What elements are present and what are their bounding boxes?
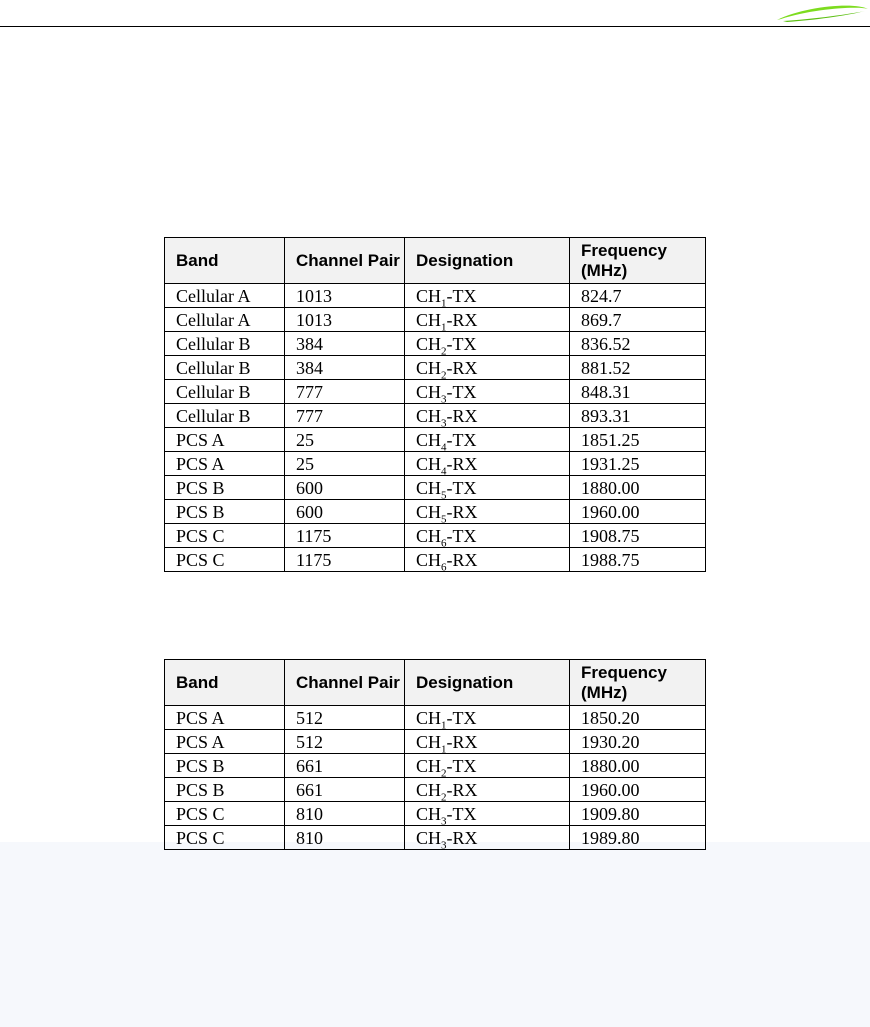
designation-prefix: CH <box>416 477 442 498</box>
designation-channel-number: 5 <box>441 513 447 526</box>
designation-channel-number: 1 <box>441 719 447 732</box>
table-row <box>165 428 706 452</box>
designation-suffix: -TX <box>446 429 477 450</box>
cell-channel-pair: 661 <box>285 778 405 802</box>
designation-channel-number: 1 <box>441 743 447 756</box>
cell-channel-pair: 1175 <box>285 524 405 548</box>
designation-channel-number: 3 <box>441 839 447 852</box>
cell-channel-pair: 600 <box>285 476 405 500</box>
table-row <box>165 548 706 572</box>
cell-frequency: 869.7 <box>570 308 706 332</box>
cell-frequency: 1988.75 <box>570 548 706 572</box>
designation-prefix: CH <box>416 381 442 402</box>
cell-band: Cellular B <box>165 404 285 428</box>
designation-channel-number: 1 <box>441 297 447 310</box>
page-bottom-area <box>0 842 870 1027</box>
header-band: Band <box>165 660 285 706</box>
cell-frequency: 1908.75 <box>570 524 706 548</box>
cell-channel-pair: 777 <box>285 380 405 404</box>
cell-designation <box>405 332 570 356</box>
designation-prefix: CH <box>416 803 442 824</box>
cell-designation <box>405 826 570 850</box>
cell-band: PCS C <box>165 802 285 826</box>
designation-channel-number: 6 <box>441 561 447 574</box>
cell-frequency: 1850.20 <box>570 706 706 730</box>
header-band: Band <box>165 238 285 284</box>
cell-channel-pair: 25 <box>285 452 405 476</box>
cell-channel-pair: 384 <box>285 332 405 356</box>
cell-band: PCS B <box>165 476 285 500</box>
cell-designation <box>405 706 570 730</box>
cell-band: PCS B <box>165 754 285 778</box>
header-channel-pair: Channel Pair <box>285 238 405 284</box>
header-rule <box>0 26 870 27</box>
cell-band: PCS A <box>165 730 285 754</box>
designation-prefix: CH <box>416 779 442 800</box>
designation-channel-number: 3 <box>441 815 447 828</box>
cell-band: PCS A <box>165 428 285 452</box>
cell-band: PCS A <box>165 706 285 730</box>
cell-frequency: 1880.00 <box>570 476 706 500</box>
cell-designation <box>405 380 570 404</box>
cell-designation <box>405 284 570 308</box>
cell-band: Cellular B <box>165 380 285 404</box>
header-designation: Designation <box>405 238 570 284</box>
designation-prefix: CH <box>416 333 442 354</box>
cell-frequency: 836.52 <box>570 332 706 356</box>
table-row <box>165 826 706 850</box>
designation-suffix: -RX <box>446 453 478 474</box>
cell-band: Cellular B <box>165 332 285 356</box>
cell-band: PCS A <box>165 452 285 476</box>
designation-suffix: -TX <box>446 333 477 354</box>
designation-channel-number: 2 <box>441 767 447 780</box>
designation-suffix: -TX <box>446 285 477 306</box>
cell-channel-pair: 777 <box>285 404 405 428</box>
designation-channel-number: 2 <box>441 791 447 804</box>
cell-channel-pair: 1175 <box>285 548 405 572</box>
cell-channel-pair: 661 <box>285 754 405 778</box>
cell-frequency: 1931.25 <box>570 452 706 476</box>
designation-channel-number: 2 <box>441 345 447 358</box>
table-row <box>165 500 706 524</box>
cell-band: PCS C <box>165 548 285 572</box>
cell-designation <box>405 524 570 548</box>
swoosh-logo-stroke-2 <box>783 11 865 22</box>
designation-channel-number: 6 <box>441 537 447 550</box>
designation-suffix: -RX <box>446 827 478 848</box>
designation-prefix: CH <box>416 453 442 474</box>
designation-channel-number: 4 <box>441 465 447 478</box>
cell-designation <box>405 356 570 380</box>
cell-designation <box>405 778 570 802</box>
cell-frequency: 848.31 <box>570 380 706 404</box>
cell-frequency: 1909.80 <box>570 802 706 826</box>
cell-designation <box>405 754 570 778</box>
cell-designation <box>405 730 570 754</box>
designation-prefix: CH <box>416 707 442 728</box>
table-row <box>165 730 706 754</box>
table-header-row <box>165 238 706 284</box>
cell-designation <box>405 404 570 428</box>
cell-channel-pair: 384 <box>285 356 405 380</box>
table-row <box>165 452 706 476</box>
cell-band: PCS B <box>165 500 285 524</box>
table-row <box>165 802 706 826</box>
designation-suffix: -TX <box>446 525 477 546</box>
designation-suffix: -TX <box>446 381 477 402</box>
header-designation: Designation <box>405 660 570 706</box>
cell-channel-pair: 1013 <box>285 308 405 332</box>
table-row <box>165 332 706 356</box>
table-row <box>165 380 706 404</box>
designation-suffix: -TX <box>446 477 477 498</box>
header-channel-pair: Channel Pair <box>285 660 405 706</box>
cell-designation <box>405 802 570 826</box>
designation-prefix: CH <box>416 731 442 752</box>
cell-channel-pair: 512 <box>285 730 405 754</box>
table-row <box>165 308 706 332</box>
table-header-row <box>165 660 706 706</box>
designation-channel-number: 1 <box>441 321 447 334</box>
designation-prefix: CH <box>416 309 442 330</box>
cell-frequency: 1851.25 <box>570 428 706 452</box>
designation-prefix: CH <box>416 755 442 776</box>
designation-channel-number: 4 <box>441 441 447 454</box>
cell-frequency: 1989.80 <box>570 826 706 850</box>
designation-prefix: CH <box>416 501 442 522</box>
table-body <box>165 706 706 850</box>
cell-frequency: 1960.00 <box>570 500 706 524</box>
designation-suffix: -TX <box>446 803 477 824</box>
designation-prefix: CH <box>416 549 442 570</box>
table-row <box>165 778 706 802</box>
cell-band: PCS C <box>165 826 285 850</box>
table-row <box>165 284 706 308</box>
cell-designation <box>405 476 570 500</box>
cell-channel-pair: 1013 <box>285 284 405 308</box>
cell-channel-pair: 25 <box>285 428 405 452</box>
cell-frequency: 881.52 <box>570 356 706 380</box>
cell-band: Cellular B <box>165 356 285 380</box>
designation-suffix: -RX <box>446 501 478 522</box>
designation-suffix: -TX <box>446 707 477 728</box>
cell-channel-pair: 600 <box>285 500 405 524</box>
cell-frequency: 1960.00 <box>570 778 706 802</box>
swoosh-logo-icon <box>765 0 870 26</box>
cell-frequency: 824.7 <box>570 284 706 308</box>
designation-prefix: CH <box>416 525 442 546</box>
designation-prefix: CH <box>416 357 442 378</box>
table-row <box>165 524 706 548</box>
cell-channel-pair: 810 <box>285 802 405 826</box>
cell-designation <box>405 500 570 524</box>
designation-prefix: CH <box>416 827 442 848</box>
cell-band: PCS C <box>165 524 285 548</box>
designation-suffix: -RX <box>446 357 478 378</box>
cell-designation <box>405 308 570 332</box>
table-row <box>165 706 706 730</box>
cell-band: Cellular A <box>165 284 285 308</box>
designation-suffix: -RX <box>446 549 478 570</box>
designation-suffix: -RX <box>446 779 478 800</box>
header-frequency: Frequency (MHz) <box>570 660 706 706</box>
cell-frequency: 893.31 <box>570 404 706 428</box>
cell-frequency: 1880.00 <box>570 754 706 778</box>
table-body <box>165 284 706 572</box>
table-row <box>165 404 706 428</box>
designation-suffix: -RX <box>446 309 478 330</box>
designation-channel-number: 3 <box>441 393 447 406</box>
frequency-table-1 <box>164 237 706 572</box>
cell-designation <box>405 428 570 452</box>
table-row <box>165 754 706 778</box>
table-row <box>165 476 706 500</box>
frequency-table-2 <box>164 659 706 850</box>
cell-band: PCS B <box>165 778 285 802</box>
designation-suffix: -RX <box>446 405 478 426</box>
cell-designation <box>405 548 570 572</box>
designation-prefix: CH <box>416 405 442 426</box>
cell-channel-pair: 810 <box>285 826 405 850</box>
designation-prefix: CH <box>416 285 442 306</box>
cell-channel-pair: 512 <box>285 706 405 730</box>
cell-designation <box>405 452 570 476</box>
table-row <box>165 356 706 380</box>
cell-frequency: 1930.20 <box>570 730 706 754</box>
header-frequency: Frequency (MHz) <box>570 238 706 284</box>
designation-channel-number: 2 <box>441 369 447 382</box>
designation-suffix: -TX <box>446 755 477 776</box>
designation-suffix: -RX <box>446 731 478 752</box>
designation-channel-number: 5 <box>441 489 447 502</box>
designation-prefix: CH <box>416 429 442 450</box>
cell-band: Cellular A <box>165 308 285 332</box>
designation-channel-number: 3 <box>441 417 447 430</box>
